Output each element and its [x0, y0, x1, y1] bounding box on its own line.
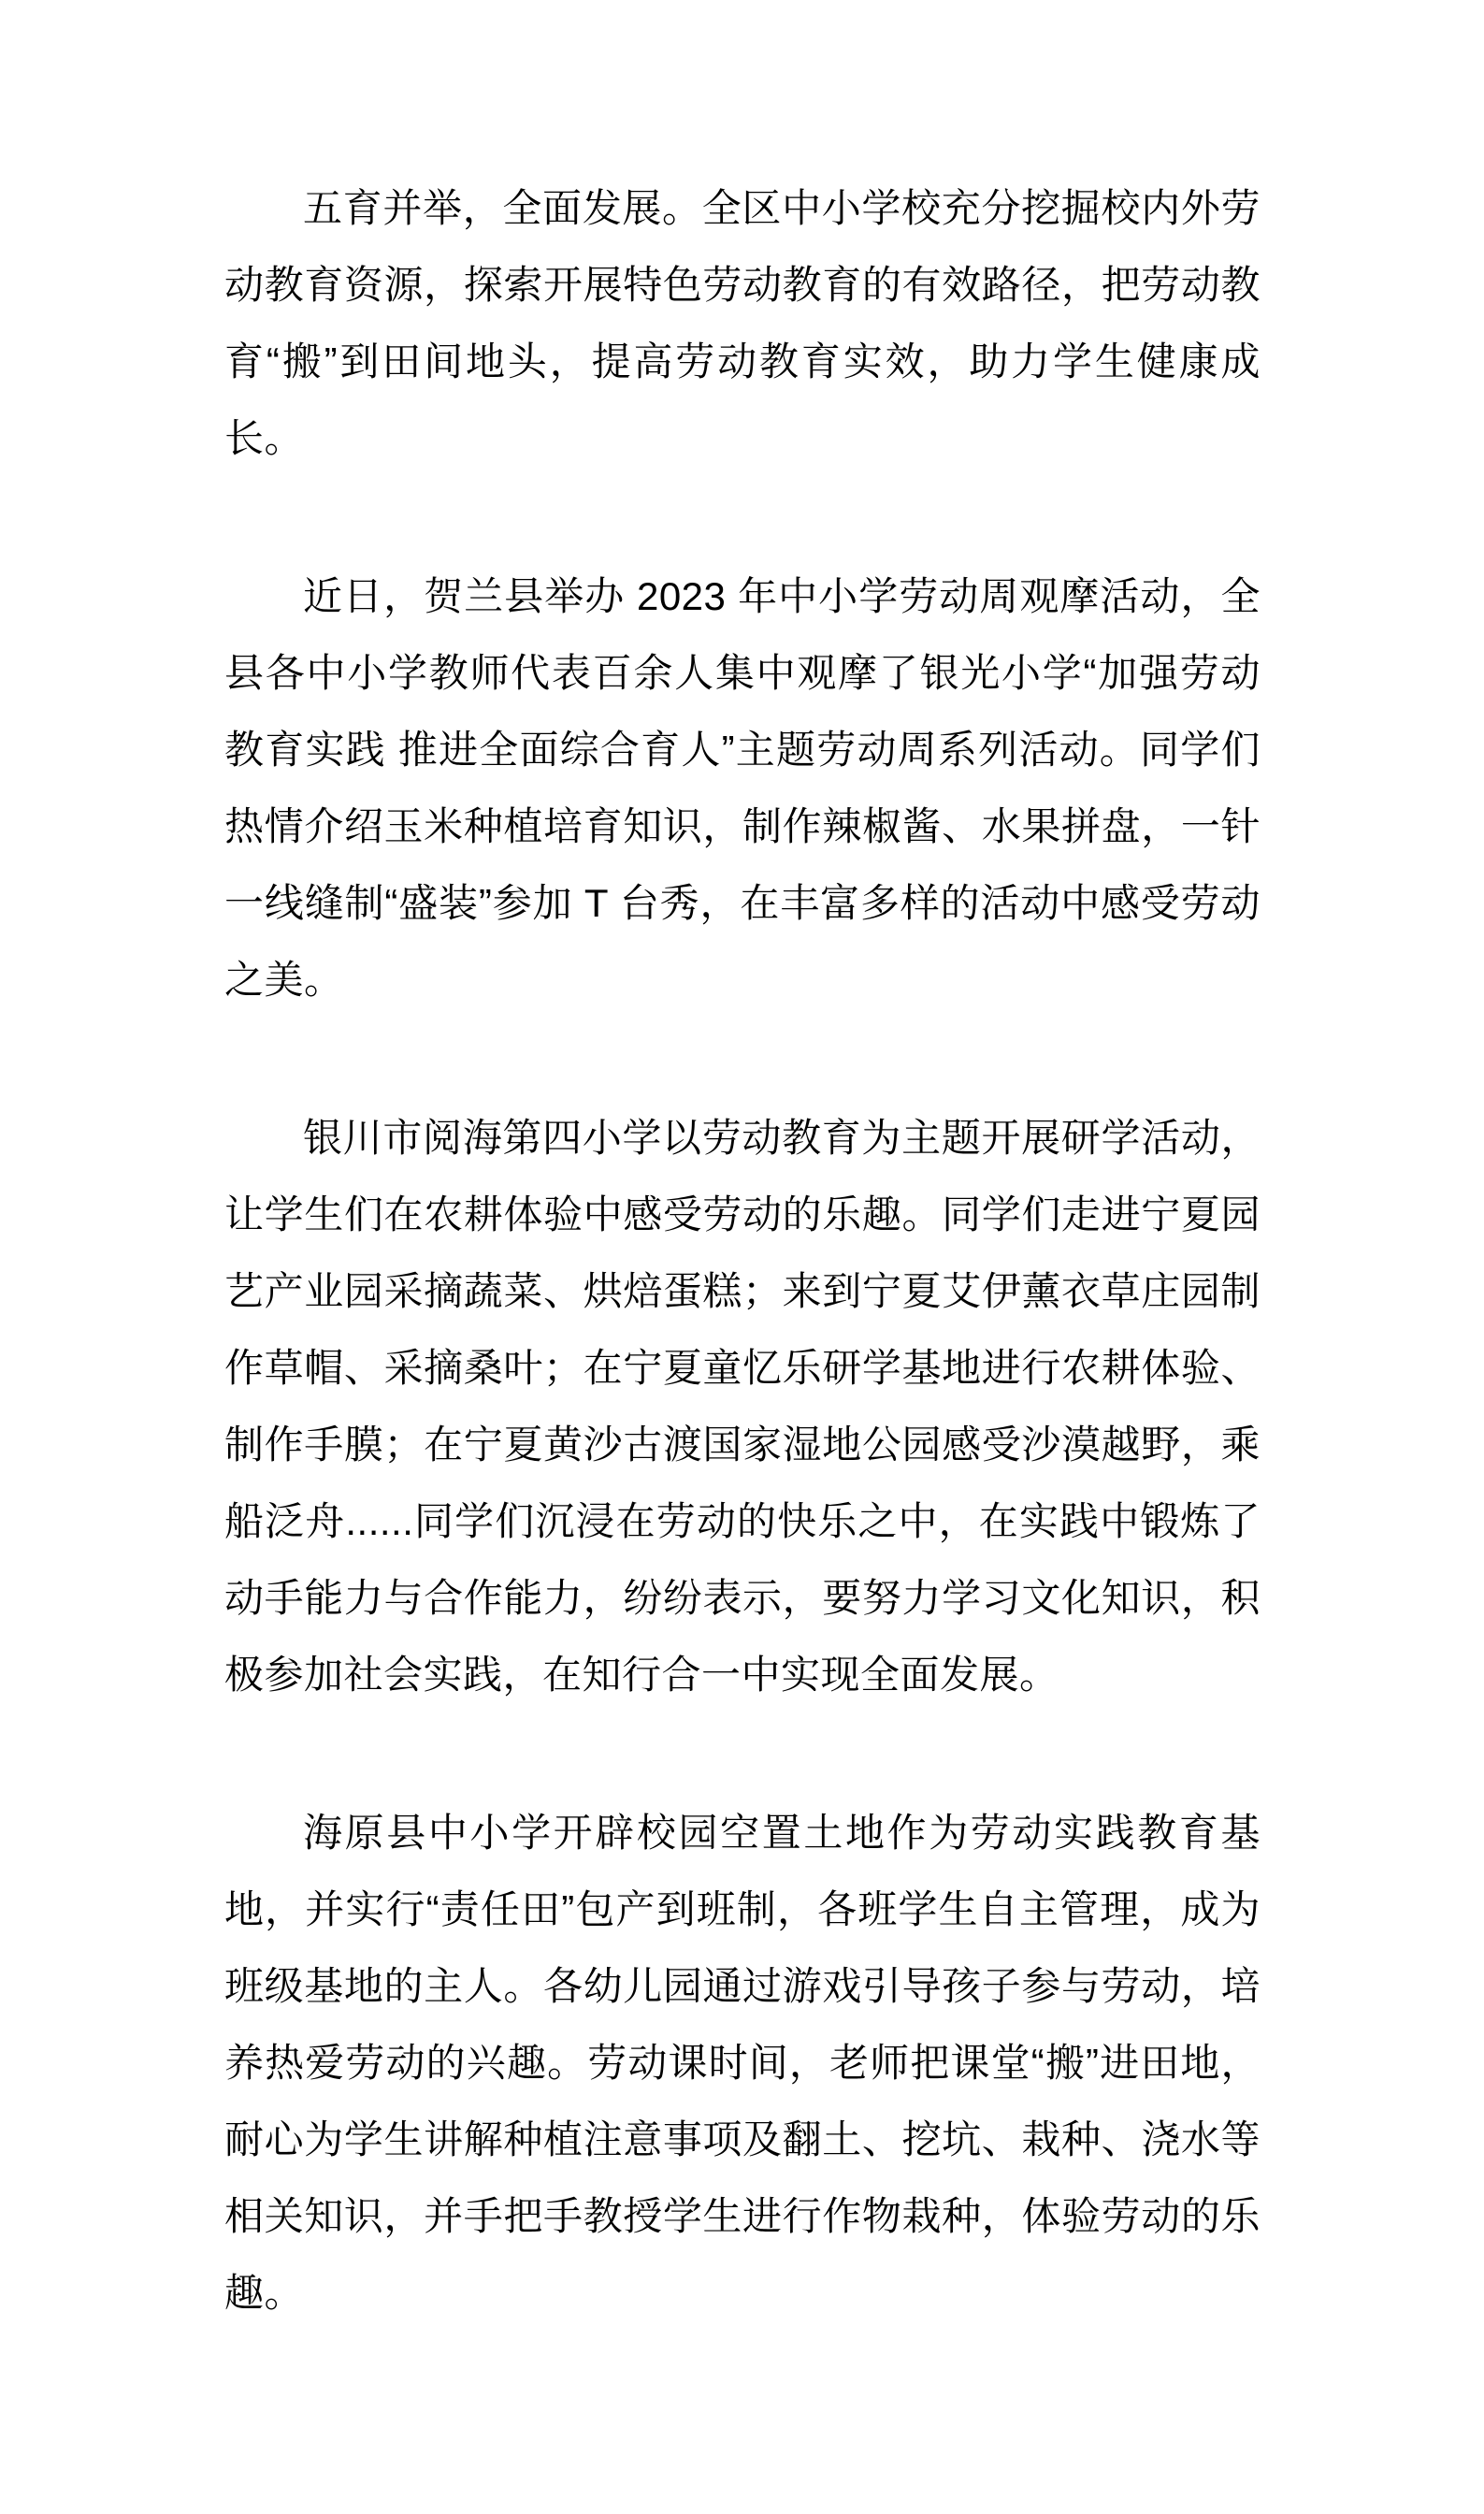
document-text-block — [224, 0, 1261, 2332]
paragraph-2: 近日，贺兰县举办 2023 年中小学劳动周观摩活动，全县各中小学教师代表百余人集中观摩了银光小学“加强劳动教育实践 推进全面综合育人”主题劳动周系列活动。同学们热情介绍玉米种植培育知识，制作辣椒酱、水果拼盘，一针一线缝制“盛装”参加 T 台秀，在丰富多样的活动中感受劳动之美。 — [224, 574, 1261, 1002]
paragraph-4: 海原县中小学开辟校园空置土地作为劳动实践教育基地，并实行“责任田”包产到班制，各班学生自主管理，成为班级基地的主人。各幼儿园通过游戏引导孩子参与劳动，培养热爱劳动的兴趣。劳动课时间，老师把课堂“搬”进田地，耐心为学生讲解种植注意事项及翻土、挖坑、栽种、浇水等相关知识，并手把手教授学生进行作物栽种，体验劳动的乐趣。 — [224, 1811, 1261, 2315]
paragraph-3: 银川市阅海第四小学以劳动教育为主题开展研学活动，让学生们在农耕体验中感受劳动的乐趣。同学们走进宁夏园艺产业园采摘蔬菜、烘焙蛋糕；来到宁夏艾伊薰衣草庄园制作草帽、采摘桑叶；在宁夏童忆乐研学基地进行农耕体验、制作手膜；在宁夏黄沙古渡国家湿地公园感受沙漠越野，乘船泛舟......同学们沉浸在劳动的快乐之中，在实践中锻炼了动手能力与合作能力，纷纷表示，要努力学习文化知识，积极参加社会实践，在知行合一中实现全面发展。 — [224, 1116, 1261, 1697]
paragraph-1: 五育并举，全面发展。全区中小学校充分挖掘校内外劳动教育资源，探索开展特色劳动教育的有效路径，把劳动教育“搬”到田间地头，提高劳动教育实效，助力学生健康成长。 — [224, 186, 1261, 460]
